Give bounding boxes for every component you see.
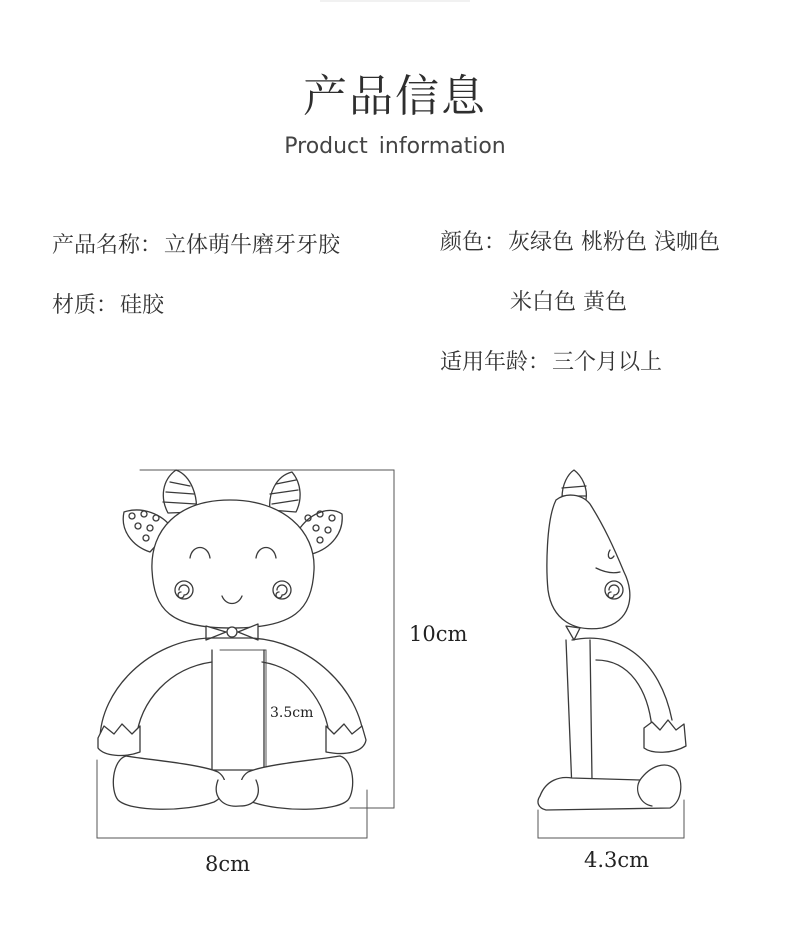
depth-dimension-label: 4.3cm [584,848,650,872]
cow-side-view [538,470,686,810]
product-name-label: 产品名称： [52,233,163,258]
inner-height-guide [220,650,266,770]
color-label: 颜色： [440,230,507,255]
material-value: 硅胶 [120,293,165,318]
cow-front-view [98,470,366,809]
height-dimension-label: 10cm [409,622,468,646]
age-value: 三个月以上 [552,350,663,375]
page-title: 产品信息 [303,71,487,122]
age-label: 适用年龄： [440,350,551,375]
color-values-line1: 灰绿色 桃粉色 浅咖色 [508,230,721,255]
product-name-value: 立体萌牛磨牙牙胶 [164,233,341,258]
material-label: 材质： [52,293,119,318]
inner-dimension-label: 3.5cm [270,705,314,721]
width-dimension-label: 8cm [205,852,251,876]
color-values-line2: 米白色 黄色 [510,290,627,315]
page-subtitle: Product information [284,134,506,159]
